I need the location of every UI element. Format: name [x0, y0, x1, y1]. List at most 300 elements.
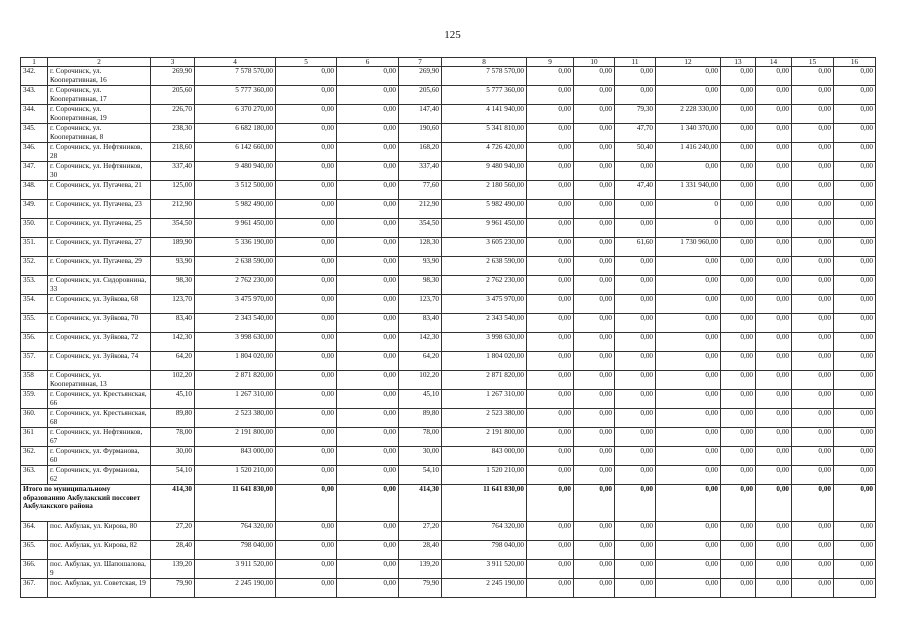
value-cell-c13: 0,00 — [721, 143, 756, 162]
address-cell: г. Сорочинск, ул. Нефтяников, 28 — [48, 143, 151, 162]
value-cell-c6: 0,00 — [337, 276, 399, 295]
value-cell-c6: 0,00 — [337, 428, 399, 447]
value-cell-c14: 0,00 — [756, 541, 792, 560]
value-cell-c7: 414,30 — [399, 485, 442, 522]
address-cell: г. Сорочинск, ул. Зуйкова, 74 — [48, 352, 151, 371]
address-cell: г. Сорочинск, ул. Пугачева, 25 — [48, 219, 151, 238]
table-row — [21, 560, 876, 579]
table-row — [21, 409, 876, 428]
value-cell-c5: 0,00 — [276, 314, 337, 333]
value-cell-c4: 3 998 630,00 — [195, 333, 276, 352]
value-cell-c14: 0,00 — [756, 86, 792, 105]
value-cell-c3: 142,30 — [151, 333, 195, 352]
value-cell-c6: 0,00 — [337, 200, 399, 219]
address-cell: г. Сорочинск, ул. Кооперативная, 16 — [48, 67, 151, 86]
value-cell-c4: 1 267 310,00 — [195, 390, 276, 409]
value-cell-c10: 0,00 — [574, 143, 615, 162]
value-cell-c8: 1 520 210,00 — [442, 466, 527, 485]
value-cell-c15: 0,00 — [792, 67, 834, 86]
value-cell-c3: 79,90 — [151, 579, 195, 598]
row-number: 360. — [21, 409, 48, 428]
value-cell-c6: 0,00 — [337, 67, 399, 86]
address-cell: г. Сорочинск, ул. Зуйкова, 70 — [48, 314, 151, 333]
table-row — [21, 295, 876, 314]
value-cell-c6: 0,00 — [337, 466, 399, 485]
value-cell-c8: 11 641 830,00 — [442, 485, 527, 522]
value-cell-c6: 0,00 — [337, 105, 399, 124]
value-cell-c3: 123,70 — [151, 295, 195, 314]
value-cell-c3: 139,20 — [151, 560, 195, 579]
value-cell-c7: 102,20 — [399, 371, 442, 390]
value-cell-c16: 0,00 — [834, 238, 876, 257]
value-cell-c6: 0,00 — [337, 390, 399, 409]
value-cell-c12: 0,00 — [656, 86, 721, 105]
value-cell-c5: 0,00 — [276, 219, 337, 238]
value-cell-c3: 102,20 — [151, 371, 195, 390]
value-cell-c15: 0,00 — [792, 257, 834, 276]
row-number: 349. — [21, 200, 48, 219]
value-cell-c10: 0,00 — [574, 105, 615, 124]
value-cell-c12: 1 331 940,00 — [656, 181, 721, 200]
value-cell-c8: 2 343 540,00 — [442, 314, 527, 333]
value-cell-c16: 0,00 — [834, 390, 876, 409]
value-cell-c7: 128,30 — [399, 238, 442, 257]
value-cell-c3: 98,30 — [151, 276, 195, 295]
value-cell-c7: 89,80 — [399, 409, 442, 428]
value-cell-c14: 0,00 — [756, 181, 792, 200]
value-cell-c6: 0,00 — [337, 371, 399, 390]
address-cell: пос. Акбулак, ул. Кирова, 80 — [48, 522, 151, 541]
table-row — [21, 522, 876, 541]
value-cell-c10: 0,00 — [574, 124, 615, 143]
value-cell-c4: 3 475 970,00 — [195, 295, 276, 314]
value-cell-c7: 27,20 — [399, 522, 442, 541]
table-row — [21, 371, 876, 390]
value-cell-c15: 0,00 — [792, 314, 834, 333]
value-cell-c3: 189,90 — [151, 238, 195, 257]
value-cell-c6: 0,00 — [337, 86, 399, 105]
value-cell-c14: 0,00 — [756, 219, 792, 238]
value-cell-c13: 0,00 — [721, 257, 756, 276]
value-cell-c15: 0,00 — [792, 105, 834, 124]
value-cell-c15: 0,00 — [792, 181, 834, 200]
value-cell-c7: 98,30 — [399, 276, 442, 295]
value-cell-c5: 0,00 — [276, 105, 337, 124]
value-cell-c5: 0,00 — [276, 390, 337, 409]
value-cell-c14: 0,00 — [756, 560, 792, 579]
value-cell-c16: 0,00 — [834, 522, 876, 541]
value-cell-c13: 0,00 — [721, 428, 756, 447]
value-cell-c14: 0,00 — [756, 579, 792, 598]
row-number: 353. — [21, 276, 48, 295]
value-cell-c6: 0,00 — [337, 409, 399, 428]
value-cell-c6: 0,00 — [337, 143, 399, 162]
value-cell-c11: 61,60 — [615, 238, 656, 257]
value-cell-c10: 0,00 — [574, 466, 615, 485]
value-cell-c10: 0,00 — [574, 428, 615, 447]
value-cell-c6: 0,00 — [337, 352, 399, 371]
value-cell-c10: 0,00 — [574, 257, 615, 276]
value-cell-c9: 0,00 — [527, 295, 574, 314]
value-cell-c4: 2 343 540,00 — [195, 314, 276, 333]
value-cell-c13: 0,00 — [721, 219, 756, 238]
value-cell-c6: 0,00 — [337, 447, 399, 466]
data-table — [20, 57, 876, 598]
value-cell-c10: 0,00 — [574, 162, 615, 181]
value-cell-c4: 3 512 500,00 — [195, 181, 276, 200]
value-cell-c9: 0,00 — [527, 257, 574, 276]
value-cell-c12: 0,00 — [656, 541, 721, 560]
value-cell-c16: 0,00 — [834, 541, 876, 560]
value-cell-c14: 0,00 — [756, 428, 792, 447]
address-cell: г. Сорочинск, ул. Крестьянская, 68 — [48, 409, 151, 428]
value-cell-c12: 0,00 — [656, 295, 721, 314]
column-header: 8 — [442, 58, 527, 67]
address-cell: г. Сорочинск, ул. Кооперативная, 13 — [48, 371, 151, 390]
value-cell-c9: 0,00 — [527, 560, 574, 579]
value-cell-c6: 0,00 — [337, 522, 399, 541]
value-cell-c3: 414,30 — [151, 485, 195, 522]
value-cell-c9: 0,00 — [527, 447, 574, 466]
value-cell-c14: 0,00 — [756, 314, 792, 333]
address-cell: г. Сорочинск, ул. Нефтяников, 30 — [48, 162, 151, 181]
table-row — [21, 276, 876, 295]
value-cell-c12: 0,00 — [656, 67, 721, 86]
value-cell-c6: 0,00 — [337, 295, 399, 314]
value-cell-c15: 0,00 — [792, 276, 834, 295]
value-cell-c8: 3 475 970,00 — [442, 295, 527, 314]
value-cell-c3: 226,70 — [151, 105, 195, 124]
total-label: Итого по муниципальному образованию Акбулакский поссовет Акбулакского района — [21, 485, 151, 522]
address-cell: г. Сорочинск, ул. Кооперативная, 19 — [48, 105, 151, 124]
value-cell-c8: 5 341 810,00 — [442, 124, 527, 143]
value-cell-c13: 0,00 — [721, 371, 756, 390]
value-cell-c15: 0,00 — [792, 485, 834, 522]
value-cell-c8: 4 726 420,00 — [442, 143, 527, 162]
value-cell-c4: 1 520 210,00 — [195, 466, 276, 485]
value-cell-c6: 0,00 — [337, 219, 399, 238]
value-cell-c9: 0,00 — [527, 541, 574, 560]
value-cell-c9: 0,00 — [527, 371, 574, 390]
value-cell-c5: 0,00 — [276, 124, 337, 143]
value-cell-c14: 0,00 — [756, 162, 792, 181]
value-cell-c3: 269,90 — [151, 67, 195, 86]
value-cell-c7: 54,10 — [399, 466, 442, 485]
value-cell-c11: 0,00 — [615, 541, 656, 560]
value-cell-c12: 0,00 — [656, 162, 721, 181]
value-cell-c10: 0,00 — [574, 522, 615, 541]
value-cell-c9: 0,00 — [527, 485, 574, 522]
value-cell-c4: 11 641 830,00 — [195, 485, 276, 522]
value-cell-c3: 30,00 — [151, 447, 195, 466]
value-cell-c10: 0,00 — [574, 333, 615, 352]
row-number: 347. — [21, 162, 48, 181]
table-row — [21, 238, 876, 257]
value-cell-c16: 0,00 — [834, 219, 876, 238]
value-cell-c3: 78,00 — [151, 428, 195, 447]
value-cell-c5: 0,00 — [276, 143, 337, 162]
value-cell-c10: 0,00 — [574, 67, 615, 86]
value-cell-c7: 142,30 — [399, 333, 442, 352]
value-cell-c16: 0,00 — [834, 295, 876, 314]
value-cell-c10: 0,00 — [574, 560, 615, 579]
value-cell-c6: 0,00 — [337, 238, 399, 257]
value-cell-c8: 2 762 230,00 — [442, 276, 527, 295]
table-row — [21, 200, 876, 219]
value-cell-c12: 0,00 — [656, 333, 721, 352]
value-cell-c7: 78,00 — [399, 428, 442, 447]
value-cell-c10: 0,00 — [574, 314, 615, 333]
address-cell: г. Сорочинск, ул. Кооперативная, 17 — [48, 86, 151, 105]
address-cell: г. Сорочинск, ул. Пугачева, 29 — [48, 257, 151, 276]
value-cell-c16: 0,00 — [834, 181, 876, 200]
value-cell-c9: 0,00 — [527, 466, 574, 485]
value-cell-c11: 0,00 — [615, 390, 656, 409]
value-cell-c13: 0,00 — [721, 390, 756, 409]
value-cell-c7: 205,60 — [399, 86, 442, 105]
value-cell-c4: 5 982 490,00 — [195, 200, 276, 219]
value-cell-c3: 337,40 — [151, 162, 195, 181]
value-cell-c4: 2 191 800,00 — [195, 428, 276, 447]
value-cell-c16: 0,00 — [834, 333, 876, 352]
value-cell-c13: 0,00 — [721, 124, 756, 143]
value-cell-c13: 0,00 — [721, 409, 756, 428]
address-cell: г. Сорочинск, ул. Кооперативная, 8 — [48, 124, 151, 143]
value-cell-c5: 0,00 — [276, 447, 337, 466]
value-cell-c8: 5 777 360,00 — [442, 86, 527, 105]
value-cell-c4: 5 777 360,00 — [195, 86, 276, 105]
value-cell-c7: 139,20 — [399, 560, 442, 579]
address-cell: г. Сорочинск, ул. Зуйкова, 72 — [48, 333, 151, 352]
table-row — [21, 466, 876, 485]
address-cell: г. Сорочинск, ул. Фурманова, 62 — [48, 466, 151, 485]
value-cell-c9: 0,00 — [527, 162, 574, 181]
value-cell-c11: 47,40 — [615, 181, 656, 200]
column-header: 15 — [792, 58, 834, 67]
value-cell-c15: 0,00 — [792, 238, 834, 257]
address-cell: г. Сорочинск, ул. Фурманова, 60 — [48, 447, 151, 466]
address-cell: г. Сорочинск, ул. Нефтяников, 67 — [48, 428, 151, 447]
value-cell-c12: 0,00 — [656, 352, 721, 371]
value-cell-c14: 0,00 — [756, 485, 792, 522]
address-cell: пос. Акбулак, ул. Кирова, 82 — [48, 541, 151, 560]
value-cell-c7: 212,90 — [399, 200, 442, 219]
value-cell-c12: 1 340 370,00 — [656, 124, 721, 143]
value-cell-c11: 0,00 — [615, 409, 656, 428]
value-cell-c8: 4 141 940,00 — [442, 105, 527, 124]
table-row — [21, 352, 876, 371]
value-cell-c10: 0,00 — [574, 352, 615, 371]
value-cell-c5: 0,00 — [276, 522, 337, 541]
value-cell-c14: 0,00 — [756, 257, 792, 276]
value-cell-c11: 0,00 — [615, 200, 656, 219]
value-cell-c11: 0,00 — [615, 522, 656, 541]
value-cell-c8: 843 000,00 — [442, 447, 527, 466]
value-cell-c3: 89,80 — [151, 409, 195, 428]
value-cell-c15: 0,00 — [792, 124, 834, 143]
value-cell-c11: 0,00 — [615, 447, 656, 466]
value-cell-c14: 0,00 — [756, 238, 792, 257]
value-cell-c6: 0,00 — [337, 485, 399, 522]
table-row — [21, 181, 876, 200]
table-row — [21, 390, 876, 409]
value-cell-c4: 843 000,00 — [195, 447, 276, 466]
value-cell-c11: 0,00 — [615, 162, 656, 181]
value-cell-c8: 1 804 020,00 — [442, 352, 527, 371]
value-cell-c11: 79,30 — [615, 105, 656, 124]
value-cell-c10: 0,00 — [574, 409, 615, 428]
value-cell-c4: 9 480 940,00 — [195, 162, 276, 181]
value-cell-c11: 0,00 — [615, 428, 656, 447]
value-cell-c15: 0,00 — [792, 560, 834, 579]
column-header: 13 — [721, 58, 756, 67]
table-header — [21, 58, 876, 67]
row-number: 359. — [21, 390, 48, 409]
table-row — [21, 447, 876, 466]
column-header: 4 — [195, 58, 276, 67]
value-cell-c10: 0,00 — [574, 238, 615, 257]
value-cell-c7: 45,10 — [399, 390, 442, 409]
value-cell-c13: 0,00 — [721, 238, 756, 257]
table-row — [21, 219, 876, 238]
value-cell-c10: 0,00 — [574, 86, 615, 105]
table-row — [21, 257, 876, 276]
value-cell-c4: 2 523 380,00 — [195, 409, 276, 428]
value-cell-c11: 50,40 — [615, 143, 656, 162]
value-cell-c15: 0,00 — [792, 409, 834, 428]
value-cell-c16: 0,00 — [834, 409, 876, 428]
value-cell-c11: 0,00 — [615, 560, 656, 579]
value-cell-c15: 0,00 — [792, 390, 834, 409]
value-cell-c7: 79,90 — [399, 579, 442, 598]
value-cell-c12: 0,00 — [656, 428, 721, 447]
value-cell-c8: 9 961 450,00 — [442, 219, 527, 238]
value-cell-c13: 0,00 — [721, 541, 756, 560]
value-cell-c13: 0,00 — [721, 333, 756, 352]
value-cell-c11: 0,00 — [615, 295, 656, 314]
value-cell-c5: 0,00 — [276, 352, 337, 371]
value-cell-c4: 5 336 190,00 — [195, 238, 276, 257]
value-cell-c8: 3 998 630,00 — [442, 333, 527, 352]
value-cell-c8: 2 191 800,00 — [442, 428, 527, 447]
value-cell-c12: 0,00 — [656, 276, 721, 295]
column-header: 12 — [656, 58, 721, 67]
value-cell-c3: 64,20 — [151, 352, 195, 371]
value-cell-c16: 0,00 — [834, 371, 876, 390]
value-cell-c12: 0,00 — [656, 409, 721, 428]
value-cell-c10: 0,00 — [574, 371, 615, 390]
address-cell: г. Сорочинск, ул. Пугачева, 23 — [48, 200, 151, 219]
value-cell-c15: 0,00 — [792, 541, 834, 560]
value-cell-c15: 0,00 — [792, 295, 834, 314]
column-header: 1 — [21, 58, 48, 67]
value-cell-c7: 28,40 — [399, 541, 442, 560]
value-cell-c6: 0,00 — [337, 560, 399, 579]
value-cell-c5: 0,00 — [276, 333, 337, 352]
value-cell-c16: 0,00 — [834, 200, 876, 219]
row-number: 350. — [21, 219, 48, 238]
value-cell-c16: 0,00 — [834, 143, 876, 162]
value-cell-c12: 0,00 — [656, 560, 721, 579]
page-number: 125 — [444, 29, 461, 41]
value-cell-c3: 125,00 — [151, 181, 195, 200]
value-cell-c6: 0,00 — [337, 181, 399, 200]
value-cell-c8: 7 578 570,00 — [442, 67, 527, 86]
value-cell-c3: 83,40 — [151, 314, 195, 333]
value-cell-c10: 0,00 — [574, 485, 615, 522]
value-cell-c9: 0,00 — [527, 314, 574, 333]
table-row — [21, 428, 876, 447]
value-cell-c5: 0,00 — [276, 86, 337, 105]
value-cell-c5: 0,00 — [276, 295, 337, 314]
value-cell-c10: 0,00 — [574, 390, 615, 409]
value-cell-c8: 2 523 380,00 — [442, 409, 527, 428]
value-cell-c12: 0,00 — [656, 390, 721, 409]
table-row — [21, 143, 876, 162]
value-cell-c15: 0,00 — [792, 522, 834, 541]
value-cell-c13: 0,00 — [721, 522, 756, 541]
value-cell-c13: 0,00 — [721, 314, 756, 333]
value-cell-c5: 0,00 — [276, 466, 337, 485]
row-number: 362. — [21, 447, 48, 466]
value-cell-c14: 0,00 — [756, 522, 792, 541]
row-number: 351. — [21, 238, 48, 257]
address-cell: г. Сорочинск, ул. Сидоровнина, 33 — [48, 276, 151, 295]
address-cell: г. Сорочинск, ул. Зуйкова, 68 — [48, 295, 151, 314]
value-cell-c11: 0,00 — [615, 276, 656, 295]
value-cell-c5: 0,00 — [276, 276, 337, 295]
value-cell-c6: 0,00 — [337, 333, 399, 352]
value-cell-c6: 0,00 — [337, 124, 399, 143]
value-cell-c6: 0,00 — [337, 541, 399, 560]
value-cell-c5: 0,00 — [276, 560, 337, 579]
value-cell-c13: 0,00 — [721, 105, 756, 124]
value-cell-c11: 0,00 — [615, 257, 656, 276]
value-cell-c4: 2 638 590,00 — [195, 257, 276, 276]
column-header: 7 — [399, 58, 442, 67]
value-cell-c12: 2 228 330,00 — [656, 105, 721, 124]
value-cell-c13: 0,00 — [721, 67, 756, 86]
value-cell-c8: 3 911 520,00 — [442, 560, 527, 579]
value-cell-c5: 0,00 — [276, 579, 337, 598]
value-cell-c13: 0,00 — [721, 162, 756, 181]
table-row — [21, 579, 876, 598]
value-cell-c12: 0,00 — [656, 579, 721, 598]
value-cell-c4: 1 804 020,00 — [195, 352, 276, 371]
value-cell-c12: 1 730 960,00 — [656, 238, 721, 257]
value-cell-c13: 0,00 — [721, 276, 756, 295]
column-header: 3 — [151, 58, 195, 67]
row-number: 356. — [21, 333, 48, 352]
value-cell-c11: 0,00 — [615, 314, 656, 333]
value-cell-c7: 168,20 — [399, 143, 442, 162]
value-cell-c5: 0,00 — [276, 181, 337, 200]
row-number: 344. — [21, 105, 48, 124]
value-cell-c15: 0,00 — [792, 162, 834, 181]
value-cell-c9: 0,00 — [527, 276, 574, 295]
value-cell-c16: 0,00 — [834, 466, 876, 485]
value-cell-c16: 0,00 — [834, 560, 876, 579]
value-cell-c11: 0,00 — [615, 352, 656, 371]
row-number: 363. — [21, 466, 48, 485]
value-cell-c3: 212,90 — [151, 200, 195, 219]
table-row — [21, 67, 876, 86]
value-cell-c14: 0,00 — [756, 143, 792, 162]
value-cell-c15: 0,00 — [792, 579, 834, 598]
value-cell-c5: 0,00 — [276, 541, 337, 560]
value-cell-c13: 0,00 — [721, 579, 756, 598]
table-row — [21, 86, 876, 105]
